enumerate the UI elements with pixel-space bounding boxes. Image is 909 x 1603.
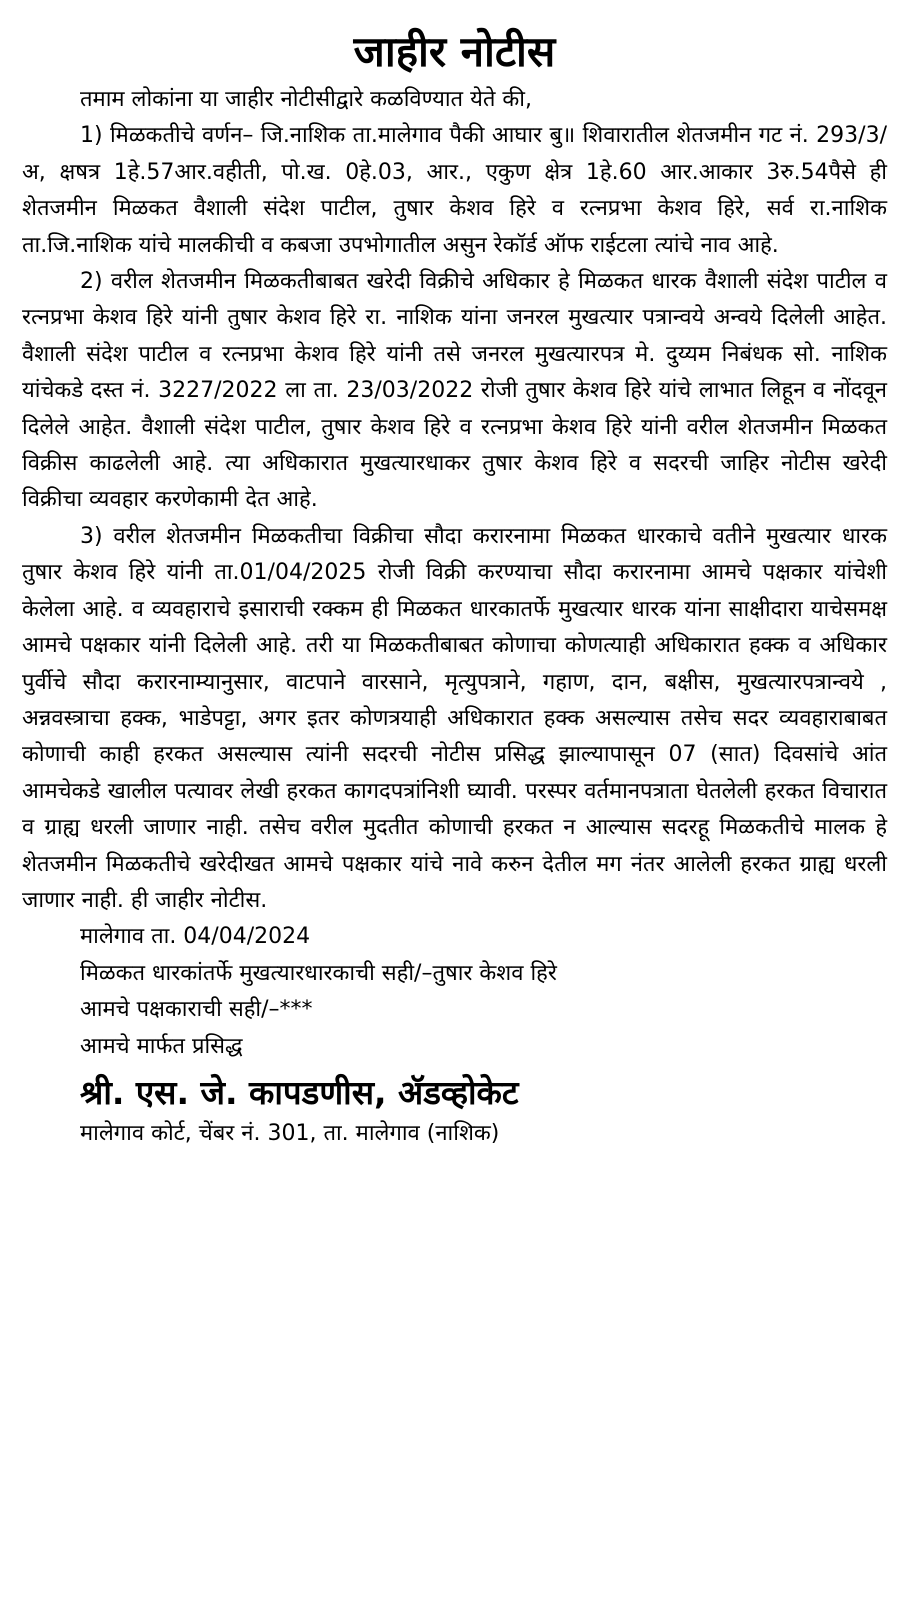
place-date: मालेगाव ता. 04/04/2024 bbox=[80, 924, 311, 950]
advocate-address: मालेगाव कोर्ट, चेंबर नं. 301, ता. मालेगाव (नाशिक) bbox=[80, 1120, 500, 1146]
notice-title: जाहीर नोटीस bbox=[353, 27, 556, 76]
paragraph-sale-agreement: 3) वरील शेतजमीन मिळकतीचा विक्रीचा सौदा करारनामा मिळकत धारकाचे वतीने मुखत्यार धारक तुषार केशव हिरे यांनी ता.01/04/2025 रोजी विक्री करण्याचा सौदा करारनामा आमचे पक्षकार यांचेशी केलेला आहे. व व्यवहाराचे इसाराची रक्कम ही मिळकत धारकातर्फे मुखत्यार धारक यांना साक्षीदारा याचेसमक्ष आमचे पक्षकार यांनी दिलेली आहे. तरी या मिळकतीबाबत कोणाचा कोणत्याही अधिकारात हक्क व अधिकार पुर्वीचे सौदा करारनाम्यानुसार, वाटपाने वारसाने, मृत्युपत्राने, गहाण, दान, बक्षीस, मुखत्यारपत्रान्वये , अन्नवस्त्राचा हक्क, भाडेपट्टा, अगर इतर कोणत्रयाही अधिकारात हक्क असल्यास तसेच सदर व्यवहाराबाबत कोणाची काही हरकत असल्यास त्यांनी सदरची नोटीस प्रसिद्ध झाल्यापासून 07 (सात) दिवसांचे आंत आमचेकडे खालील पत्यावर लेखी हरकत कागदपत्रांनिशी घ्यावी. परस्पर वर्तमानपत्राता घेतलेली हरकत विचारात व ग्राह्य धरली जाणार नाही. तसेच वरील मुदतीत कोणाची हरकत न आल्यास सदरहू मिळकतीचे मालक हे शेतजमीन मिळकतीचे खरेदीखत आमचे पक्षकार यांचे नावे करुन देतील मग नंतर आलेली हरकत ग्राह्य धरली जाणार नाही. ही जाहीर नोटीस. bbox=[22, 523, 887, 913]
published-by: आमचे मार्फत प्रसिद्ध bbox=[80, 1033, 243, 1059]
owner-signature: मिळकत धारकांतर्फे मुखत्यारधारकाची सही/–तुषार केशव हिरे bbox=[80, 960, 557, 986]
paragraph-power-of-attorney: 2) वरील शेतजमीन मिळकतीबाबत खरेदी विक्रीचे अधिकार हे मिळकत धारक वैशाली संदेश पाटील व रत्नप्रभा केशव हिरे यांनी तुषार केशव हिरे रा. नाशिक यांना जनरल मुखत्यार पत्रान्वये अन्वये दिलेली आहेत. वैशाली संदेश पाटील व रत्नप्रभा केशव हिरे यांनी तसे जनरल मुखत्यारपत्र मे. दुय्यम निबंधक सो. नाशिक यांचेकडे दस्त नं. 3227/2022 ला ता. 23/03/2022 रोजी तुषार केशव हिरे यांचे लाभात लिहून व नोंदवून दिलेले आहेत. वैशाली संदेश पाटील, तुषार केशव हिरे व रत्नप्रभा केशव हिरे यांनी वरील शेतजमीन मिळकत विक्रीस काढलेली आहे. त्या अधिकारात मुखत्यारधाकर तुषार केशव हिरे व सदरची जाहिर नोटीस खरेदी विक्रीचा व्यवहार करणेकामी देत आहे. bbox=[22, 269, 887, 513]
paragraph-property-description: 1) मिळकतीचे वर्णन– जि.नाशिक ता.मालेगाव पैकी आघार बु॥ शिवारातील शेतजमीन गट नं. 293/3/अ, क्षषत्र 1हे.57आर.वहीती, पो.ख. 0हे.03, आर., एकुण क्षेत्र 1हे.60 आर.आकार 3रु.54पैसे ही शेतजमीन मिळकत वैशाली संदेश पाटील, तुषार केशव हिरे व रत्नप्रभा केशव हिरे, सर्व रा.नाशिक ता.जि.नाशिक यांचे मालकीची व कबजा उपभोगातील असुन रेकॉर्ड ऑफ राईटला त्यांचे नाव आहे. bbox=[22, 123, 887, 258]
advocate-name: श्री. एस. जे. कापडणीस, ॲडव्होकेट bbox=[80, 1072, 519, 1112]
client-signature: आमचे पक्षकाराची सही/–*** bbox=[80, 997, 313, 1023]
notice-intro: तमाम लोकांना या जाहीर नोटीसीद्वारे कळविण्यात येते की, bbox=[80, 87, 532, 112]
